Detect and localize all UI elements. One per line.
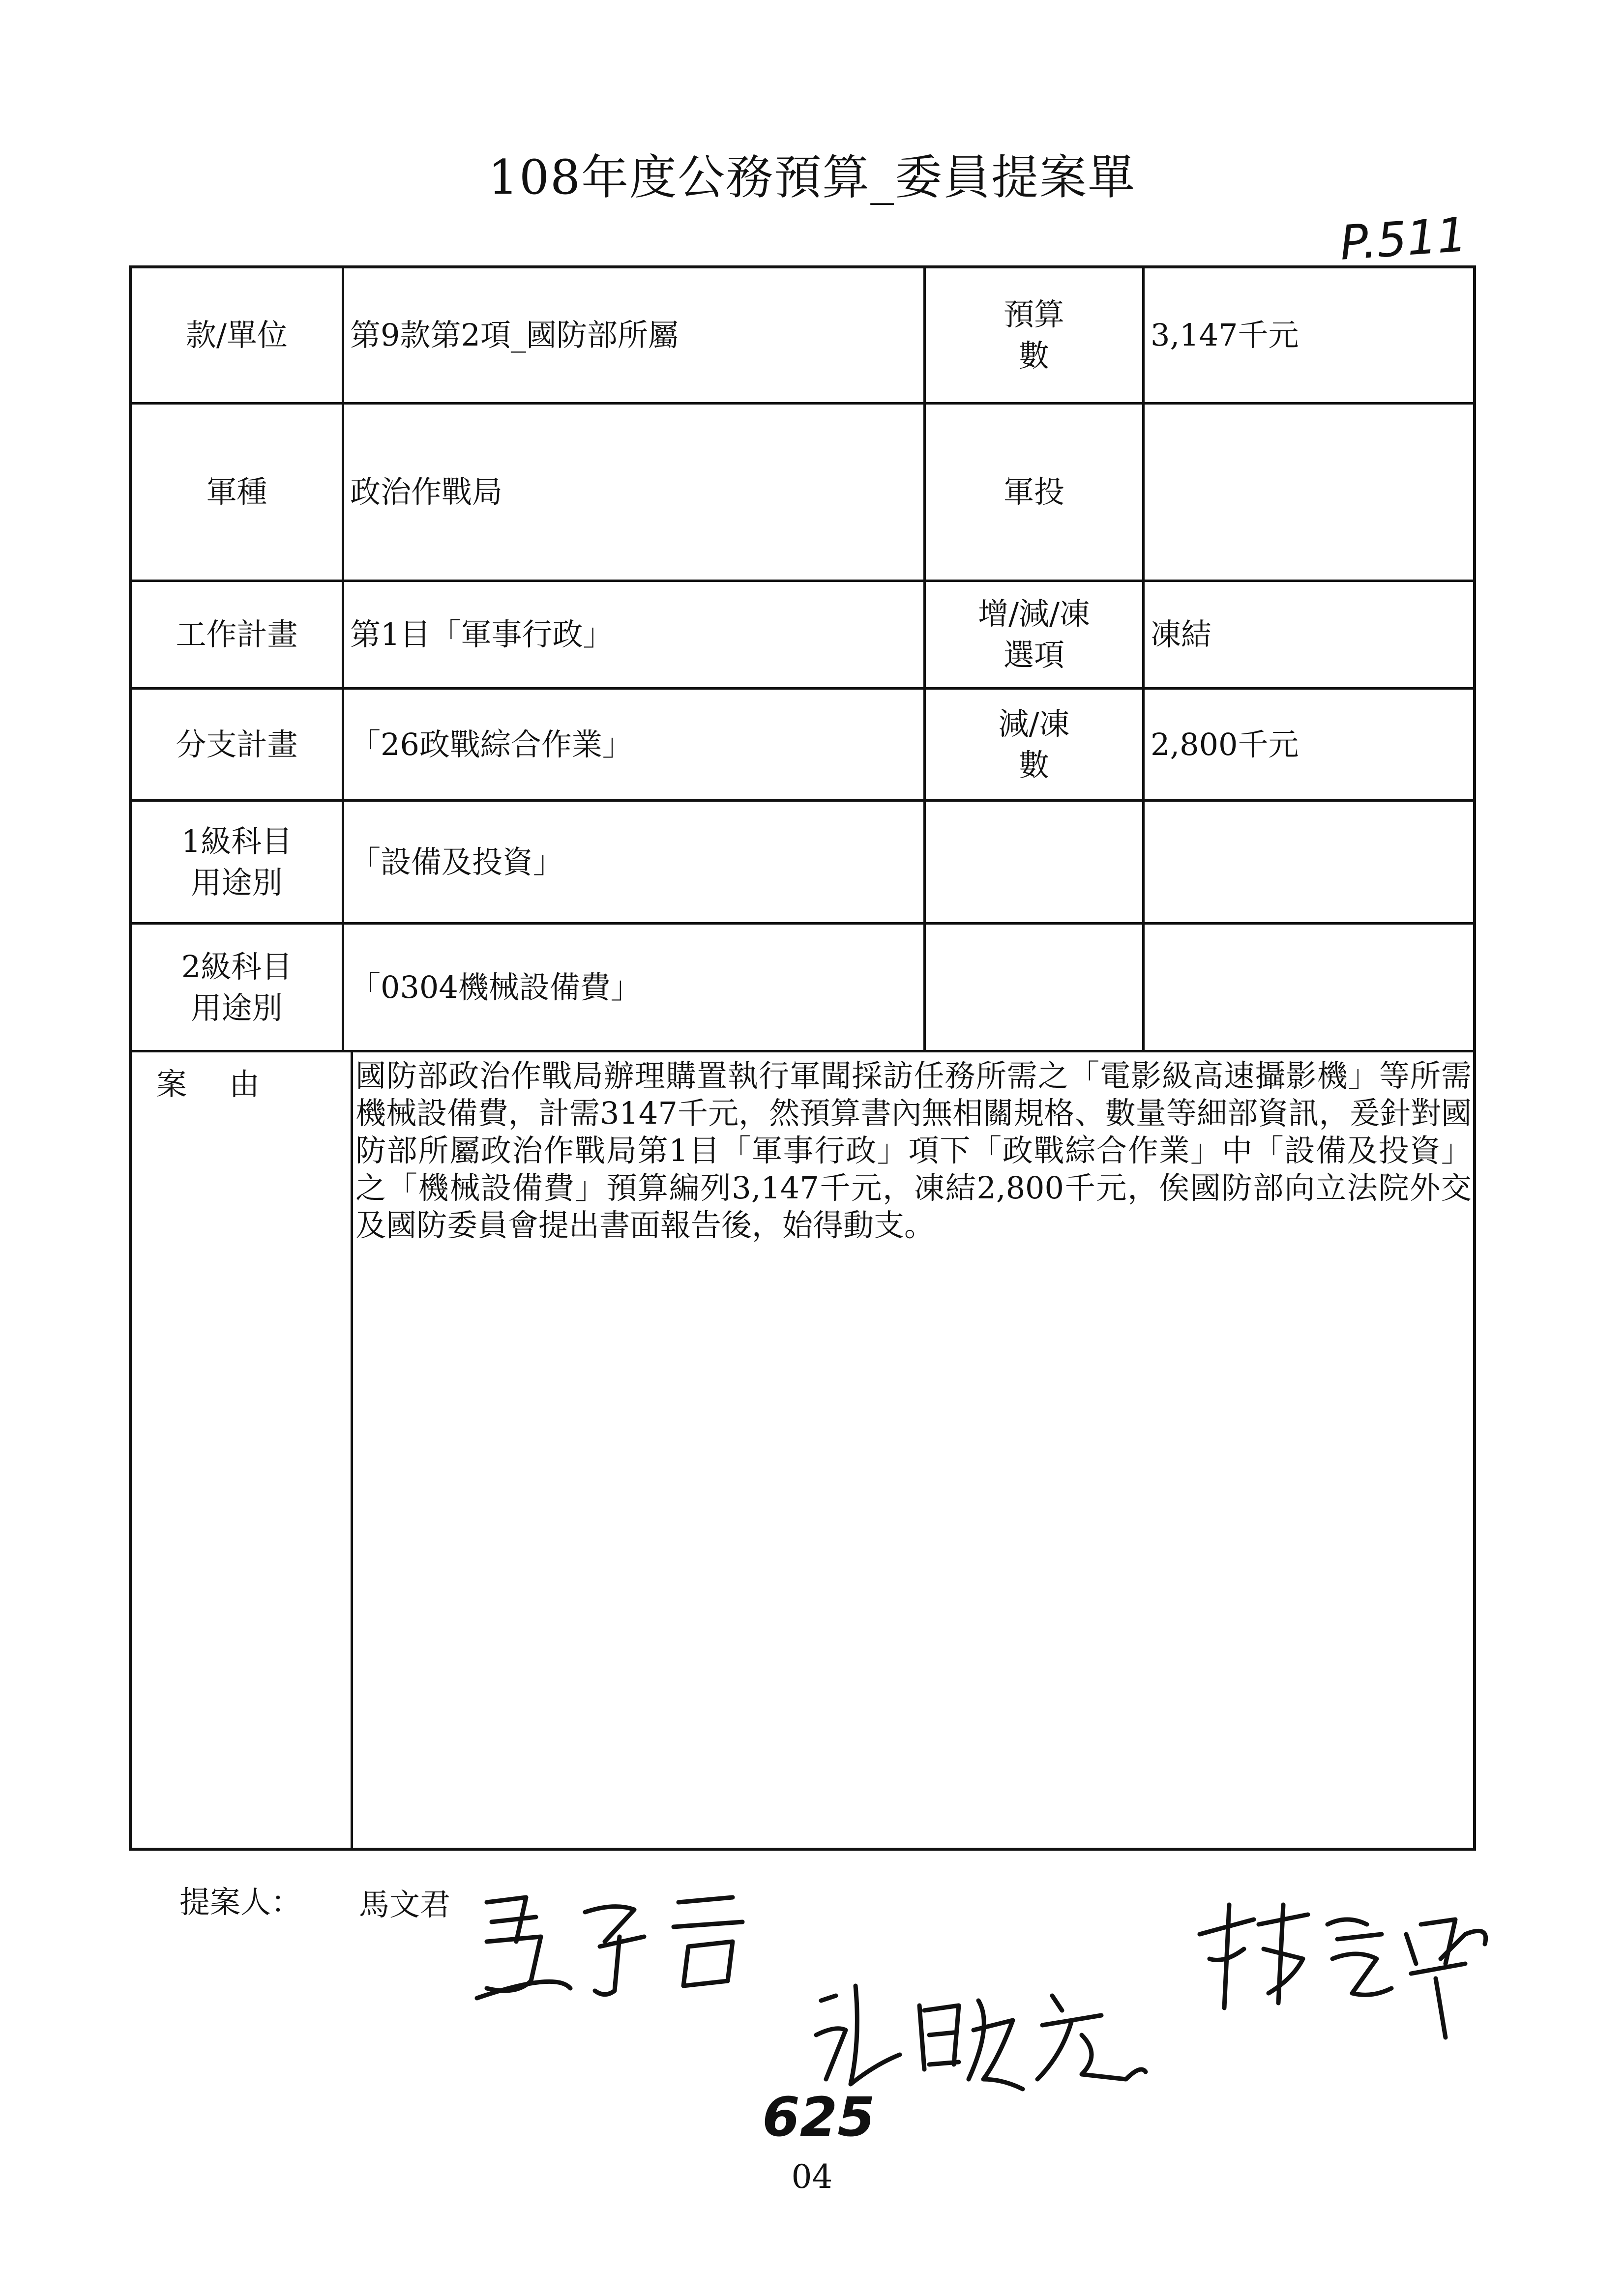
- budget-amount-label: [926, 268, 1142, 402]
- fund-unit-label: 款/單位: [186, 317, 288, 353]
- signature-1: [457, 1883, 801, 2010]
- service-label: 軍種: [206, 474, 267, 510]
- budget-amount-label-line1: 預算: [1003, 296, 1064, 333]
- branch-plan-value: 「26政戰綜合作業」: [350, 726, 633, 762]
- option-label-line2: 選項: [1003, 637, 1064, 673]
- branch-plan-label: 分支計畫: [176, 726, 298, 762]
- level2-label-line2: 用途別: [191, 989, 283, 1026]
- level1-label-line1: 1級科目: [181, 823, 293, 859]
- budget-amount-value: 3,147千元: [1151, 317, 1299, 353]
- handwritten-number-text: 625: [762, 2086, 875, 2149]
- option-label: [926, 582, 1142, 687]
- level2-label: [132, 925, 342, 1050]
- option-value: 凍結: [1151, 616, 1212, 653]
- military-investment-value: [1145, 405, 1474, 580]
- signature-2: [806, 1966, 1160, 2094]
- reduction-amount-label: [926, 690, 1142, 799]
- option-label-line1: 增/減/凍: [978, 596, 1090, 632]
- reason-text: 國防部政治作戰局辦理購置執行軍聞採訪任務所需之「電影級高速攝影機」等所需機械設備費，計需3147千元，然預算書內無相關規格、數量等細部資訊，爰針對國防部所屬政治作戰局第1目「軍事行政」項下「政戰綜合作業」中「設備及投資」之「機械設備費」預算編列3,147千元，凍結2,800千元，俟國防部向立法院外交及國防委員會提出書面報告後，始得動支。: [355, 1058, 1472, 1243]
- level2-value: 「0304機械設備費」: [350, 969, 641, 1005]
- page-number: 04: [791, 2158, 833, 2196]
- reason-label-char1: 案: [156, 1066, 187, 1102]
- reason-label: [156, 1060, 302, 1104]
- proposer-name: 馬文君: [359, 1887, 451, 1922]
- column-divider: [351, 1050, 353, 1850]
- level1-value: 「設備及投資」: [350, 843, 564, 880]
- work-plan-value: 第1目「軍事行政」: [350, 616, 614, 653]
- page-reference-note: P.511: [1338, 207, 1469, 271]
- military-investment-label: 軍投: [1003, 474, 1064, 510]
- reduction-amount-label-line2: 數: [1018, 747, 1049, 783]
- proposal-form-table: [129, 265, 1476, 1851]
- reason-label-char2: 由: [229, 1066, 260, 1102]
- level1-label-line2: 用途別: [191, 864, 283, 901]
- level1-label: [132, 802, 342, 922]
- form-title: 108年度公務預算_委員提案單: [488, 150, 1136, 205]
- budget-amount-label-line2: 數: [1018, 338, 1049, 374]
- proposer-label: 提案人：: [179, 1884, 302, 1920]
- fund-unit-value: 第9款第2項_國防部所屬: [350, 317, 679, 353]
- reduction-amount-label-line1: 減/凍: [998, 705, 1070, 742]
- work-plan-label: 工作計畫: [176, 616, 298, 653]
- reduction-amount-value: 2,800千元: [1151, 726, 1299, 762]
- handwritten-number: [755, 2082, 883, 2151]
- row-divider: [132, 1050, 1473, 1052]
- signature-3: [1190, 1895, 1505, 2042]
- service-value: 政治作戰局: [350, 474, 503, 510]
- level2-label-line1: 2級科目: [181, 948, 293, 985]
